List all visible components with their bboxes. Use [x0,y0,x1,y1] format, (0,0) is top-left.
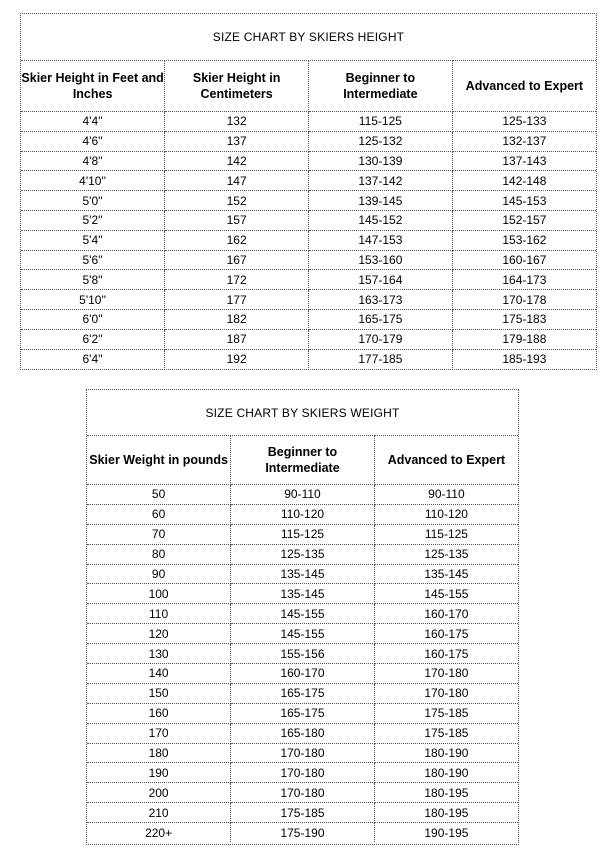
table-row [21,210,596,230]
column-header: Skier Height in Feet and Inches [21,61,165,112]
table-row [87,743,518,763]
table-cell: 4'6'' [21,131,165,151]
table-cell: 4'8'' [21,151,165,171]
table-row [87,584,518,604]
table-cell: 145-153 [452,191,596,211]
table-row [87,604,518,624]
table-row [21,131,596,151]
table-row [21,250,596,270]
table-row [21,171,596,191]
table-row [87,524,518,544]
table-cell: 120 [87,624,231,644]
table-cell: 115-125 [231,524,375,544]
table-cell: 110-120 [374,504,518,524]
table-cell: 177 [165,290,309,310]
table-cell: 153-162 [452,230,596,250]
table-row [87,683,518,703]
table-cell: 162 [165,230,309,250]
table-cell: 135-145 [231,564,375,584]
table-cell: 130 [87,644,231,664]
table-cell: 142-148 [452,171,596,191]
table-cell: 100 [87,584,231,604]
table-cell: 142 [165,151,309,171]
table-cell: 180 [87,743,231,763]
height-chart-title: SIZE CHART BY SKIERS HEIGHT [21,14,596,61]
column-header: Advanced to Expert [452,61,596,112]
table-cell: 137-143 [452,151,596,171]
table-cell: 145-155 [231,624,375,644]
table-cell: 152 [165,191,309,211]
weight-size-chart [86,389,519,845]
table-cell: 145-152 [309,210,453,230]
column-header: Beginner to Intermediate [231,436,375,485]
table-row [87,664,518,684]
table-cell: 182 [165,309,309,329]
table-cell: 190-195 [374,823,518,842]
table-cell: 165-175 [309,309,453,329]
table-cell: 165-175 [231,683,375,703]
height-size-table [21,14,596,368]
table-cell: 70 [87,524,231,544]
column-header: Skier Height in Centimeters [165,61,309,112]
table-cell: 152-157 [452,210,596,230]
table-cell: 5'0'' [21,191,165,211]
table-cell: 190 [87,763,231,783]
table-cell: 125-132 [309,131,453,151]
table-cell: 135-145 [231,584,375,604]
table-cell: 170-180 [231,783,375,803]
table-cell: 125-133 [452,112,596,132]
table-cell: 175-185 [374,723,518,743]
table-cell: 175-190 [231,823,375,842]
table-row [87,485,518,505]
table-row [21,290,596,310]
table-row [87,624,518,644]
table-cell: 163-173 [309,290,453,310]
table-row [21,151,596,171]
table-cell: 179-188 [452,329,596,349]
table-cell: 115-125 [374,524,518,544]
table-row [21,191,596,211]
table-cell: 140 [87,664,231,684]
table-row [21,270,596,290]
table-cell: 192 [165,349,309,368]
table-cell: 160-175 [374,624,518,644]
table-cell: 132 [165,112,309,132]
table-cell: 200 [87,783,231,803]
table-row [21,309,596,329]
table-cell: 137 [165,131,309,151]
table-cell: 160-167 [452,250,596,270]
table-row [87,823,518,842]
table-cell: 187 [165,329,309,349]
table-cell: 90-110 [374,485,518,505]
table-cell: 110-120 [231,504,375,524]
table-cell: 155-156 [231,644,375,664]
table-cell: 157 [165,210,309,230]
table-cell: 125-135 [374,544,518,564]
table-cell: 170-180 [374,683,518,703]
table-cell: 4'4'' [21,112,165,132]
table-row [87,783,518,803]
table-cell: 139-145 [309,191,453,211]
table-cell: 175-183 [452,309,596,329]
table-cell: 5'2'' [21,210,165,230]
table-cell: 137-142 [309,171,453,191]
table-cell: 4'10'' [21,171,165,191]
table-cell: 185-193 [452,349,596,368]
table-cell: 180-190 [374,763,518,783]
table-cell: 50 [87,485,231,505]
table-row [21,329,596,349]
table-cell: 180-195 [374,783,518,803]
table-cell: 80 [87,544,231,564]
table-cell: 157-164 [309,270,453,290]
table-cell: 153-160 [309,250,453,270]
table-row [87,803,518,823]
table-cell: 165-180 [231,723,375,743]
table-cell: 220+ [87,823,231,842]
height-size-chart [20,13,597,370]
table-cell: 165-175 [231,703,375,723]
table-cell: 170 [87,723,231,743]
column-header: Advanced to Expert [374,436,518,485]
table-cell: 210 [87,803,231,823]
table-cell: 164-173 [452,270,596,290]
table-cell: 5'4'' [21,230,165,250]
table-cell: 160-170 [374,604,518,624]
table-row [87,504,518,524]
table-row [21,349,596,368]
table-cell: 170-178 [452,290,596,310]
table-cell: 177-185 [309,349,453,368]
table-cell: 160-170 [231,664,375,684]
table-cell: 160 [87,703,231,723]
table-cell: 6'0'' [21,309,165,329]
table-cell: 175-185 [231,803,375,823]
column-header: Beginner to Intermediate [309,61,453,112]
weight-chart-title: SIZE CHART BY SKIERS WEIGHT [87,390,518,436]
table-cell: 6'2'' [21,329,165,349]
table-cell: 170-180 [231,763,375,783]
table-cell: 145-155 [374,584,518,604]
table-cell: 6'4'' [21,349,165,368]
table-cell: 167 [165,250,309,270]
table-cell: 90-110 [231,485,375,505]
table-cell: 175-185 [374,703,518,723]
table-cell: 5'6'' [21,250,165,270]
table-cell: 60 [87,504,231,524]
table-cell: 5'10'' [21,290,165,310]
table-cell: 170-180 [374,664,518,684]
table-cell: 115-125 [309,112,453,132]
table-cell: 180-190 [374,743,518,763]
table-cell: 170-179 [309,329,453,349]
table-row [87,644,518,664]
table-cell: 172 [165,270,309,290]
table-row [87,564,518,584]
table-row [87,544,518,564]
table-row [21,230,596,250]
table-row [87,703,518,723]
table-row [87,763,518,783]
table-cell: 135-145 [374,564,518,584]
table-cell: 147-153 [309,230,453,250]
table-cell: 110 [87,604,231,624]
table-cell: 130-139 [309,151,453,171]
table-cell: 150 [87,683,231,703]
column-header: Skier Weight in pounds [87,436,231,485]
table-cell: 125-135 [231,544,375,564]
table-cell: 5'8'' [21,270,165,290]
table-cell: 147 [165,171,309,191]
table-row [87,723,518,743]
table-cell: 180-195 [374,803,518,823]
table-cell: 132-137 [452,131,596,151]
table-cell: 90 [87,564,231,584]
table-cell: 170-180 [231,743,375,763]
weight-size-table [87,390,518,842]
table-row [21,112,596,132]
table-cell: 160-175 [374,644,518,664]
table-cell: 145-155 [231,604,375,624]
